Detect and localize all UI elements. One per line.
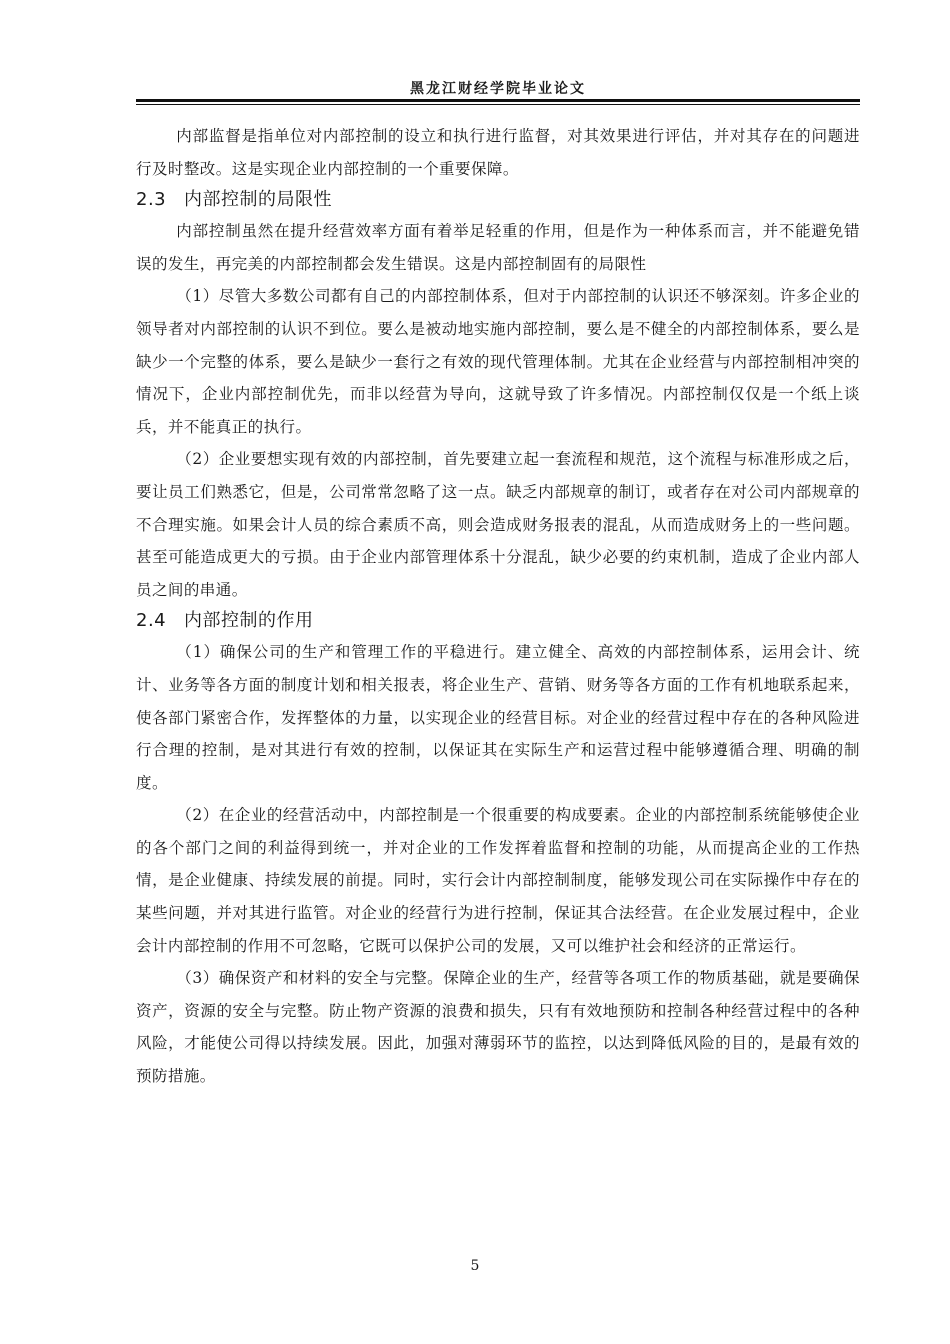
header-title: 黑龙江财经学院毕业论文 bbox=[410, 81, 586, 97]
paragraph-role-2: （2）在企业的经营活动中，内部控制是一个很重要的构成要素。企业的内部控制系统能够使企业的各个部门之间的利益得到统一，并对企业的工作发挥着监督和控制的功能，从而提高企业的工作热情，是企业健康、持续发展的前提。同时，实行会计内部控制制度，能够发现公司在实际操作中存在的某些问题，并对其进行监管。对企业的经营行为进行控制，保证其合法经营。在企业发展过程中，企业会计内部控制的作用不可忽略，它既可以保护公司的发展，又可以维护社会和经济的正常运行。 bbox=[136, 806, 860, 955]
page-number: 5 bbox=[470, 1258, 480, 1274]
page-body bbox=[136, 120, 860, 1093]
section-heading-2-4 bbox=[136, 606, 860, 636]
header-rule-thick bbox=[136, 99, 860, 102]
section-number: 2.3 bbox=[136, 189, 167, 211]
section-heading-2-3 bbox=[136, 185, 860, 215]
paragraph-limitations-intro: 内部控制虽然在提升经营效率方面有着举足轻重的作用，但是作为一种体系而言，并不能避免错误的发生，再完美的内部控制都会发生错误。这是内部控制固有的局限性 bbox=[136, 222, 860, 273]
paragraph-role-1: （1）确保公司的生产和管理工作的平稳进行。建立健全、高效的内部控制体系，运用会计、统计、业务等各方面的制度计划和相关报表，将企业生产、营销、财务等各方面的工作有机地联系起来，使各部门紧密合作，发挥整体的力量，以实现企业的经营目标。对企业的经营过程中存在的各种风险进行合理的控制，是对其进行有效的控制，以保证其在实际生产和运营过程中能够遵循合理、明确的制度。 bbox=[136, 643, 860, 792]
header-rule-thin bbox=[136, 104, 860, 105]
page-header bbox=[136, 76, 860, 104]
paragraph-limitation-1: （1）尽管大多数公司都有自己的内部控制体系，但对于内部控制的认识还不够深刻。许多企业的领导者对内部控制的认识不到位。要么是被动地实施内部控制，要么是不健全的内部控制体系，要么是缺少一个完整的体系，要么是缺少一套行之有效的现代管理体制。尤其在企业经营与内部控制相冲突的情况下，企业内部控制优先，而非以经营为导向，这就导致了许多情况。内部控制仅仅是一个纸上谈兵，并不能真正的执行。 bbox=[136, 287, 860, 436]
paragraph-internal-supervision: 内部监督是指单位对内部控制的设立和执行进行监督，对其效果进行评估，并对其存在的问题进行及时整改。这是实现企业内部控制的一个重要保障。 bbox=[136, 127, 860, 178]
section-title: 内部控制的作用 bbox=[184, 610, 314, 632]
section-number: 2.4 bbox=[136, 610, 167, 632]
paragraph-role-3: （3）确保资产和材料的安全与完整。保障企业的生产，经营等各项工作的物质基础，就是要确保资产，资源的安全与完整。防止物产资源的浪费和损失，只有有效地预防和控制各种经营过程中的各种风险，才能使公司得以持续发展。因此，加强对薄弱环节的监控，以达到降低风险的目的，是最有效的预防措施。 bbox=[136, 969, 860, 1086]
section-title: 内部控制的局限性 bbox=[184, 189, 332, 211]
paragraph-limitation-2: （2）企业要想实现有效的内部控制，首先要建立起一套流程和规范，这个流程与标准形成之后，要让员工们熟悉它，但是，公司常常忽略了这一点。缺乏内部规章的制订，或者存在对公司内部规章的不合理实施。如果会计人员的综合素质不高，则会造成财务报表的混乱，从而造成财务上的一些问题。甚至可能造成更大的亏损。由于企业内部管理体系十分混乱，缺少必要的约束机制，造成了企业内部人员之间的串通。 bbox=[136, 450, 860, 599]
